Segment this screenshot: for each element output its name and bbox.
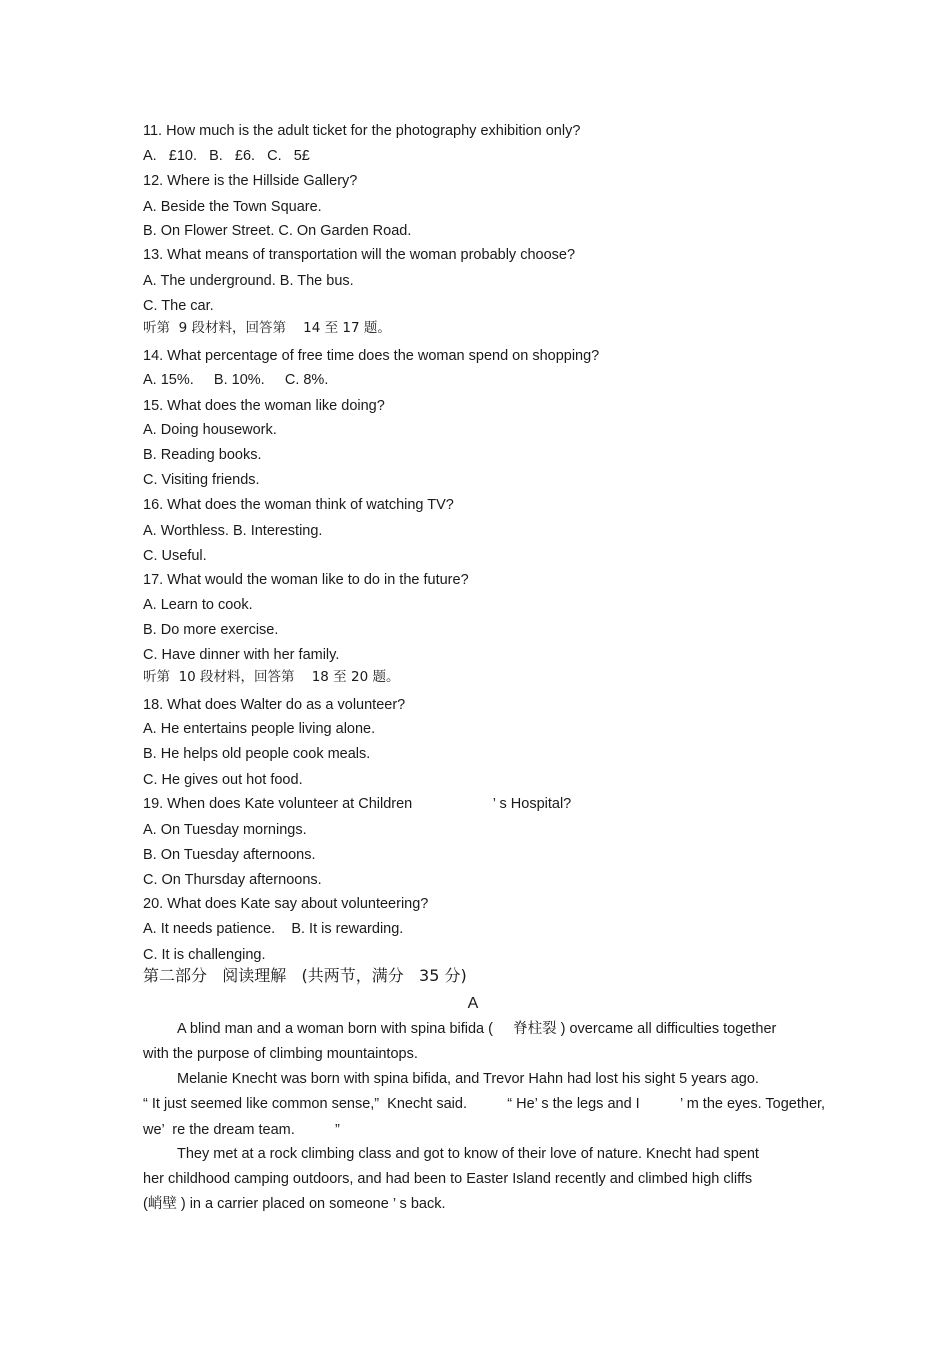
question-14: 14. What percentage of free time does the woman spend on shopping? [143, 348, 600, 364]
instruction-section-9: 听第 9 段材料，回答第 14 至 17 题。 [143, 320, 391, 336]
question-17-option-c: C. Have dinner with her family. [143, 647, 340, 663]
question-15-option-c: C. Visiting friends. [143, 472, 260, 488]
question-15-option-b: B. Reading books. [143, 447, 262, 463]
paragraph-1-line-1: A blind man and a woman born with spina bifida ( 脊柱裂 ) overcame all difficulties together [177, 1021, 777, 1037]
paragraph-2-line-3: we’ re the dream team. ” [143, 1122, 340, 1138]
instruction-section-10: 听第 10 段材料，回答第 18 至 20 题。 [143, 669, 400, 685]
question-20-option-c: C. It is challenging. [143, 947, 266, 963]
paragraph-3-line-3: (峭壁 ) in a carrier placed on someone ’ s back. [143, 1196, 446, 1212]
paragraph-2-line-1: Melanie Knecht was born with spina bifida, and Trevor Hahn had lost his sight 5 years ago. [177, 1071, 759, 1087]
question-16-options-ab: A. Worthless. B. Interesting. [143, 523, 323, 539]
question-19-option-c: C. On Thursday afternoons. [143, 872, 322, 888]
question-17: 17. What would the woman like to do in the future? [143, 572, 469, 588]
question-20-options-ab: A. It needs patience. B. It is rewarding. [143, 921, 404, 937]
question-17-option-a: A. Learn to cook. [143, 597, 253, 613]
question-13-option-c: C. The car. [143, 298, 214, 314]
question-18: 18. What does Walter do as a volunteer? [143, 697, 406, 713]
question-18-option-a: A. He entertains people living alone. [143, 721, 376, 737]
paragraph-3-line-1: They met at a rock climbing class and got to know of their love of nature. Knecht had spent [177, 1146, 759, 1162]
question-15: 15. What does the woman like doing? [143, 398, 385, 414]
question-18-option-b: B. He helps old people cook meals. [143, 746, 371, 762]
question-19-option-a: A. On Tuesday mornings. [143, 822, 307, 838]
question-15-option-a: A. Doing housework. [143, 422, 277, 438]
question-18-option-c: C. He gives out hot food. [143, 772, 303, 788]
paragraph-1-line-2: with the purpose of climbing mountaintops. [143, 1046, 418, 1062]
question-12: 12. Where is the Hillside Gallery? [143, 173, 358, 189]
question-19: 19. When does Kate volunteer at Children ’ s Hospital? [143, 796, 572, 812]
question-19-option-b: B. On Tuesday afternoons. [143, 847, 316, 863]
question-11: 11. How much is the adult ticket for the photography exhibition only? [143, 123, 581, 139]
question-11-options: A. £10. B. £6. C. 5£ [143, 148, 310, 164]
question-12-options-bc: B. On Flower Street. C. On Garden Road. [143, 223, 412, 239]
question-16-option-c: C. Useful. [143, 548, 207, 564]
question-17-option-b: B. Do more exercise. [143, 622, 279, 638]
paragraph-2-line-2: “ It just seemed like common sense,” Knecht said. “ He’ s the legs and I ’ m the eyes. Together, [143, 1096, 826, 1112]
question-16: 16. What does the woman think of watching TV? [143, 497, 454, 513]
question-20: 20. What does Kate say about volunteering? [143, 896, 429, 912]
question-13: 13. What means of transportation will the woman probably choose? [143, 247, 576, 263]
question-13-options-ab: A. The underground. B. The bus. [143, 273, 354, 289]
section-title-reading: 第二部分 阅读理解 (共两节，满分 35 分) [143, 966, 467, 985]
passage-letter: A [467, 995, 479, 1012]
question-14-options: A. 15%. B. 10%. C. 8%. [143, 372, 329, 388]
question-12-option-a: A. Beside the Town Square. [143, 199, 322, 215]
paragraph-3-line-2: her childhood camping outdoors, and had been to Easter Island recently and climbed high cliffs [143, 1171, 753, 1187]
